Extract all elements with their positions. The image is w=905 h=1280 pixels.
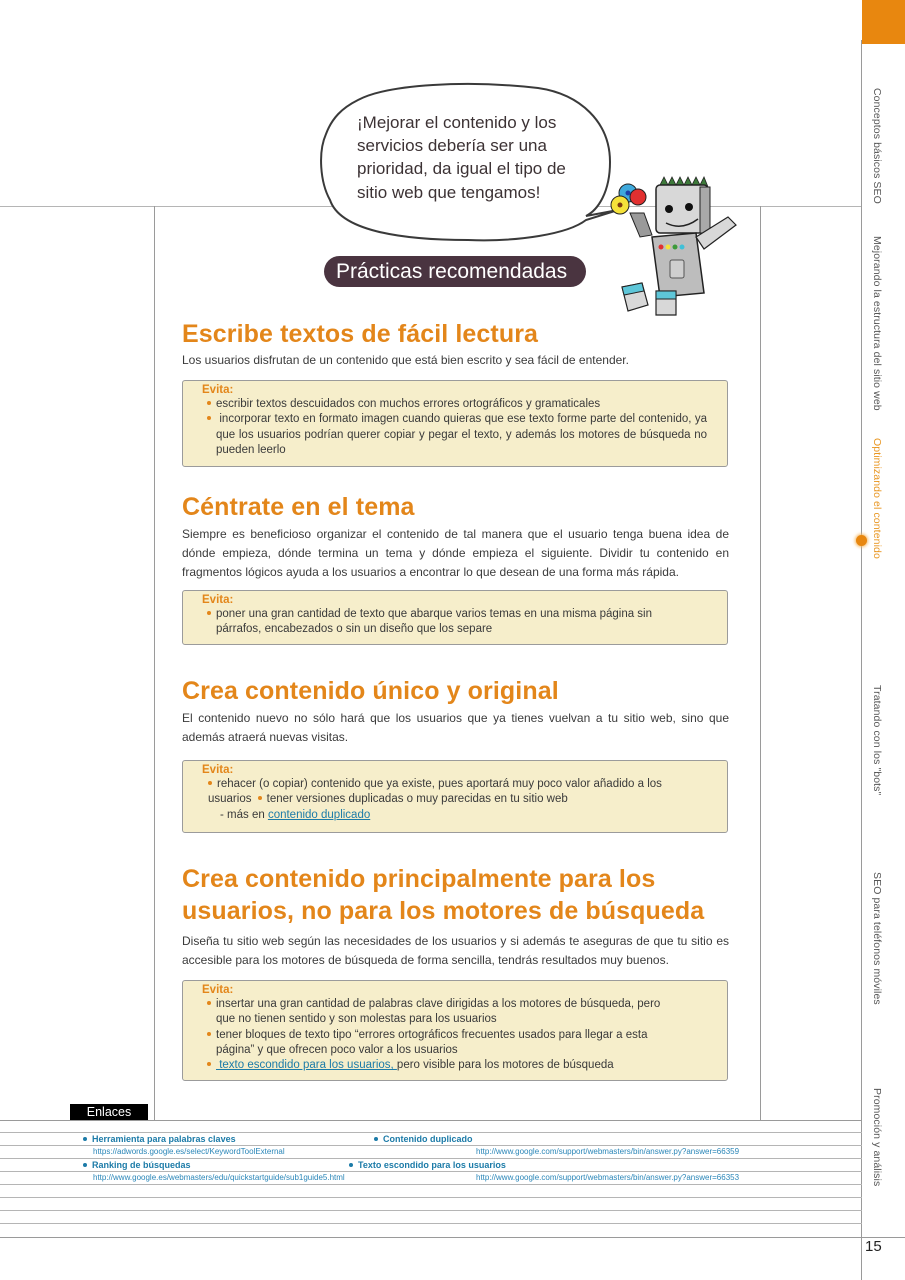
avoid-item: rehacer (o copiar) contenido que ya existe, pues aportará muy poco valor añadido a los usuarios tener versiones duplicadas o muy parecidas en tu sitio web <box>208 778 662 806</box>
page-number: 15 <box>865 1238 882 1255</box>
section-body: Diseña tu sitio web según las necesidades de los usuarios y si además te aseguras de que tu sitio es accesible para los motores de búsqueda de forma sencilla, tendrás resultados muy buenos. <box>182 934 729 967</box>
section-body: Los usuarios disfrutan de un contenido que está bien escrito y sea fácil de entender. <box>182 353 629 367</box>
side-tab-contenido[interactable]: Optimizando el contenido <box>871 437 883 559</box>
section-readable-text <box>182 318 729 370</box>
bullet-icon <box>207 611 211 615</box>
avoid-box <box>182 590 728 645</box>
duplicate-content-link[interactable]: contenido duplicado <box>267 808 371 821</box>
section-unique-content <box>182 675 729 747</box>
bullet-icon <box>207 1062 211 1066</box>
section-title: Crea contenido único y original <box>182 677 559 705</box>
googlebot-mascot-icon <box>600 165 750 320</box>
side-tab-estructura[interactable]: Mejorando la estructura del sitio web <box>871 235 883 411</box>
avoid-label: Evita: <box>202 984 234 996</box>
links-rule <box>0 1197 862 1198</box>
best-practices-banner: Prácticas recomendadas <box>324 256 586 287</box>
link-title-keyword-tool[interactable]: Herramienta para palabras claves <box>83 1133 236 1145</box>
avoid-label: Evita: <box>202 384 234 396</box>
avoid-label: Evita: <box>202 764 234 776</box>
chapter-marker <box>862 0 905 44</box>
side-tab-promocion[interactable]: Promoción y análisis <box>871 1087 883 1187</box>
right-content-border <box>760 206 761 1120</box>
avoid-box <box>182 380 728 467</box>
avoid-box <box>182 980 728 1081</box>
more-line: - más en contenido duplicado <box>220 808 371 821</box>
section-focus-topic <box>182 491 729 582</box>
side-tab-bots[interactable]: Tratando con los "bots" <box>871 684 883 796</box>
link-url-hidden-text[interactable]: http://www.google.com/support/webmasters/bin/answer.py?answer=66353 <box>476 1173 740 1182</box>
link-url-duplicate-content[interactable]: http://www.google.com/support/webmasters/bin/answer.py?answer=66359 <box>476 1147 740 1156</box>
link-title-duplicate-content[interactable]: Contenido duplicado <box>374 1133 473 1145</box>
section-title: Céntrate en el tema <box>182 493 415 521</box>
side-strip-border <box>861 40 862 1280</box>
bullet-icon <box>207 416 211 420</box>
links-rule <box>0 1184 862 1185</box>
avoid-item: incorporar texto en formato imagen cuando quieras que ese texto forme parte del contenido, ya que los usuarios podrían querer copiar y pegar el texto, y además los motores de búsqueda no pueden leerlo <box>202 412 707 458</box>
links-rule <box>0 1120 862 1121</box>
bullet-icon <box>207 401 211 405</box>
link-url-keyword-tool[interactable]: https://adwords.google.es/select/KeywordToolExternal <box>93 1147 285 1156</box>
avoid-label: Evita: <box>202 594 234 606</box>
section-title: Crea contenido principalmente para los usuarios, no para los motores de búsqueda <box>182 865 705 925</box>
bullet-icon <box>258 796 262 800</box>
avoid-item: poner una gran cantidad de texto que abarque varios temas en una misma página sin párrafos, encabezados o sin un diseño que los separe <box>202 607 707 638</box>
bullet-icon <box>207 1032 211 1036</box>
section-content-for-users <box>182 863 729 970</box>
bubble-text: ¡Mejorar el contenido y los servicios debería ser una prioridad, da igual el tipo de sitio web que tengamos! <box>357 113 566 202</box>
active-section-dot-icon <box>856 535 867 546</box>
bullet-icon <box>83 1163 87 1167</box>
side-tab-conceptos[interactable]: Conceptos básicos SEO <box>871 88 883 204</box>
link-url-search-ranking[interactable]: http://www.google.es/webmasters/edu/quickstartguide/sub1guide5.html <box>93 1173 345 1182</box>
bullet-icon <box>208 781 212 785</box>
link-title-hidden-text[interactable]: Texto escondido para los usuarios <box>349 1159 506 1171</box>
bullet-icon <box>349 1163 353 1167</box>
footer-rule <box>0 1237 905 1238</box>
links-rule <box>0 1223 862 1224</box>
bullet-icon <box>207 1001 211 1005</box>
section-body: Siempre es beneficioso organizar el contenido de tal manera que el usuario tenga buena idea de dónde empieza, dónde termina un tema y dónde empieza el siguiente. Dividir tu contenido en fragmentos lógicos ayuda a los usuarios a encontrar lo que desean de una forma más rápida. <box>182 527 729 579</box>
hidden-text-link[interactable]: texto escondido para los usuarios, <box>216 1059 397 1072</box>
avoid-item: tener bloques de texto tipo “errores ortográficos frecuentes usados para llegar a esta página” y que ofrecen poco valor a los usuarios <box>202 1028 707 1059</box>
avoid-box <box>182 760 728 833</box>
avoid-item: texto escondido para los usuarios, pero visible para los motores de búsqueda <box>202 1058 707 1073</box>
section-title: Escribe textos de fácil lectura <box>182 320 539 348</box>
links-rule <box>0 1210 862 1211</box>
bullet-icon <box>374 1137 378 1141</box>
side-tab-moviles[interactable]: SEO para teléfonos móviles <box>871 871 883 1005</box>
section-body: El contenido nuevo no sólo hará que los usuarios que ya tienes vuelvan a tu sitio web, sino que además atraerá nuevas visitas. <box>182 711 729 744</box>
avoid-item: insertar una gran cantidad de palabras clave dirigidas a los motores de búsqueda, pero que no tienen sentido y son molestas para los usuarios <box>202 997 707 1028</box>
left-content-border <box>154 206 155 1120</box>
bullet-icon <box>83 1137 87 1141</box>
links-tab: Enlaces <box>70 1104 148 1120</box>
avoid-item: escribir textos descuidados con muchos errores ortográficos y gramaticales <box>202 397 707 412</box>
link-title-search-ranking[interactable]: Ranking de búsquedas <box>83 1159 191 1171</box>
